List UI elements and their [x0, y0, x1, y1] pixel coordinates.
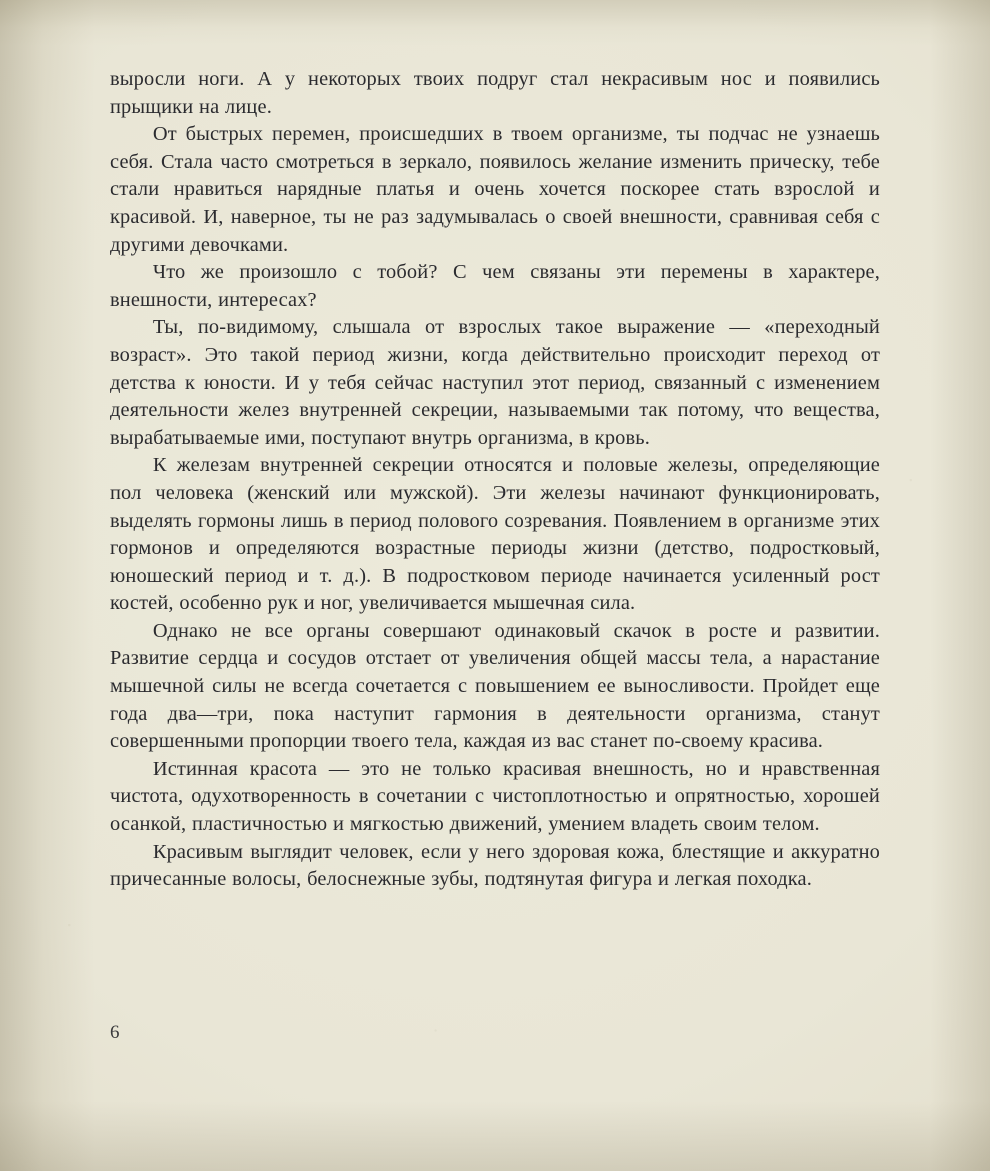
page-number: 6 [110, 1022, 120, 1043]
paragraph: От быстрых перемен, происшедших в твоем организме, ты подчас не узнаешь себя. Стала часто смотреться в зеркало, появилось желание изменить прическу, тебе стали нравиться нарядные платья и очень хочется поскорее стать взрослой и красивой. И, наверное, ты не раз задумывалась о своей внешности, сравнивая себя с другими девочками. [110, 123, 880, 256]
paragraph: выросли ноги. А у некоторых твоих подруг стал некрасивым нос и появились прыщики на лице. [110, 68, 880, 118]
body-text-column [110, 66, 880, 894]
paragraph: Ты, по-видимому, слышала от взрослых такое выражение — «переходный возраст». Это такой период жизни, когда действительно происходит переход от детства к юности. И у тебя сейчас наступил этот период, связанный с изменением деятельности желез внутренней секреции, называемыми так потому, что вещества, вырабатываемые ими, поступают внутрь организма, в кровь. [110, 316, 880, 449]
paragraph: Истинная красота — это не только красивая внешность, но и нравственная чистота, одухотворенность в сочетании с чистоплотностью и опрятностью, хорошей осанкой, пластичностью и мягкостью движений, умением владеть своим телом. [110, 757, 880, 836]
page-bottom-edge-shadow [0, 1101, 990, 1171]
paragraph: Красивым выглядит человек, если у него здоровая кожа, блестящие и аккуратно причесанные волосы, белоснежные зубы, подтянутая фигура и легкая походка. [110, 840, 880, 891]
paragraph: К железам внутренней секреции относятся и половые железы, определяющие пол человека (женский или мужской). Эти железы начинают функционировать, выделять гормоны лишь в период полового созревания. Появлением в организме этих гормонов и определяются возрастные периоды жизни (детство, подростковый, юношеский период и т. д.). В подростковом периоде начинается усиленный рост костей, особенно рук и ног, увеличивается мышечная сила. [110, 454, 880, 615]
paragraph: Однако не все органы совершают одинаковый скачок в росте и развитии. Развитие сердца и сосудов отстает от увеличения общей массы тела, а нарастание мышечной силы не всегда сочетается с повышением ее выносливости. Пройдет еще года два—три, пока наступит гармония в деятельности организма, станут совершенными пропорции твоего тела, каждая из вас станет по-своему красива. [110, 619, 880, 753]
paragraph: Что же произошло с тобой? С чем связаны эти перемены в характере, внешности, интересах? [110, 261, 880, 311]
page-right-edge-shadow [930, 0, 990, 1171]
